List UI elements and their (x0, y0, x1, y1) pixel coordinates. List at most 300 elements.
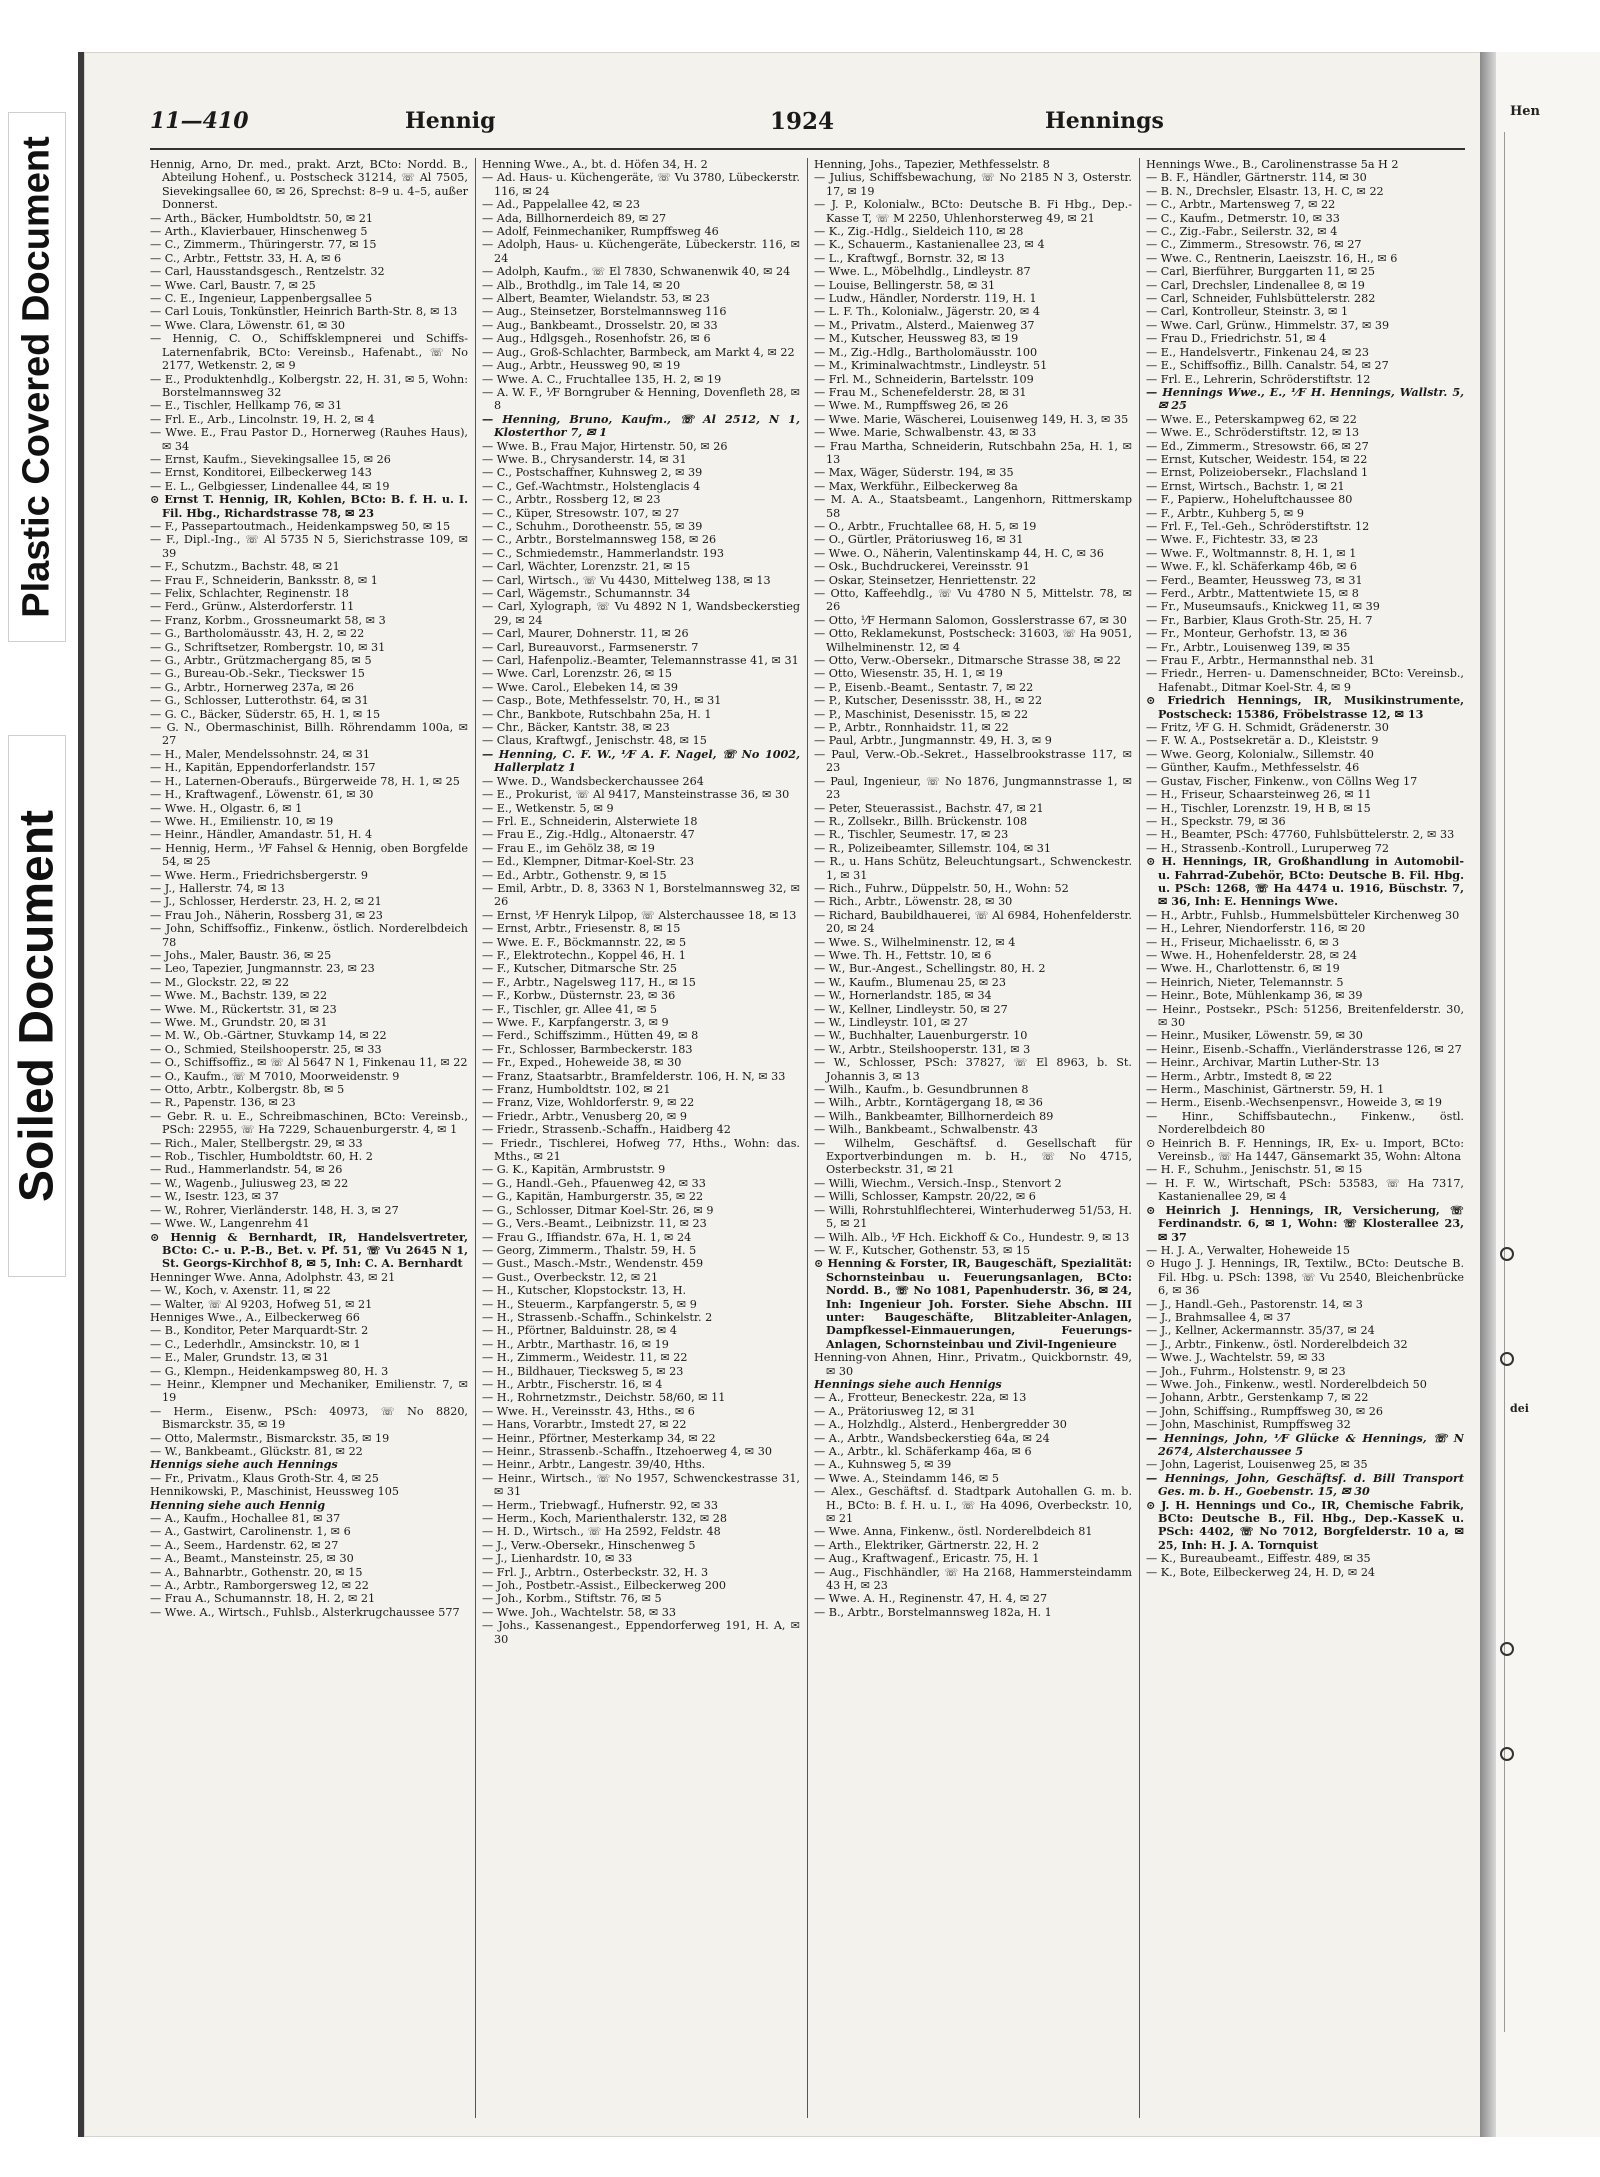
directory-entry: — Ed., Zimmerm., Stresowstr. 66, ✉ 27 (1146, 439, 1369, 453)
directory-entry: — Fr., Privatm., Klaus Groth-Str. 4, ✉ 25 (150, 1471, 379, 1485)
directory-entry: — A., Holzhdlg., Alsterd., Henbergredder 30 (814, 1418, 1067, 1432)
bullet-icon (1500, 1747, 1514, 1761)
directory-entry: — W., Buchhalter, Lauenburgerstr. 10 (814, 1029, 1028, 1043)
directory-entry: — A., Arbtr., Wandsbeckerstieg 64a, ✉ 24 (814, 1431, 1050, 1445)
directory-entry: — Frl. J., Arbtrn., Osterbeckstr. 32, H. 3 (482, 1565, 709, 1579)
directory-entry: — Wwe. Carol., Elebeken 14, ✉ 39 (482, 680, 678, 694)
directory-entry: Henning siehe auch Hennig (150, 1497, 326, 1512)
directory-entry: — E., Produktenhdlg., Kolbergstr. 22, H. 31, ✉ 5, Wohn: Borstelmannsweg 32 (150, 372, 468, 399)
directory-entry: — A., Arbtr., kl. Schäferkamp 46a, ✉ 6 (814, 1445, 1032, 1458)
directory-entry: — J., Handl.-Geh., Pastorenstr. 14, ✉ 3 (1146, 1297, 1363, 1311)
directory-entry: — J., Schlosser, Herderstr. 23, H. 2, ✉ 21 (150, 895, 382, 909)
directory-entry: — Wwe. L., Möbelhdlg., Lindleystr. 87 (814, 265, 1031, 279)
directory-entry: — H., Zimmerm., Weidestr. 11, ✉ 22 (482, 1351, 688, 1365)
directory-entry: — Wwe. Joh., Wachtelstr. 58, ✉ 33 (482, 1605, 676, 1619)
directory-entry: — Wwe. C., Rentnerin, Laeiszstr. 16, H., ✉ 6 (1146, 251, 1398, 265)
directory-entry: — K., Bote, Eilbeckerweg 24, H. D, ✉ 24 (1146, 1565, 1376, 1579)
directory-entry: — B., Konditor, Peter Marquardt-Str. 2 (150, 1324, 369, 1338)
directory-entry: — C., Schuhm., Dorotheenstr. 55, ✉ 39 (482, 519, 703, 533)
directory-entry: — Rich., Arbtr., Löwenstr. 28, ✉ 30 (814, 895, 1013, 909)
directory-entry: — F., Arbtr., Kuhberg 5, ✉ 9 (1146, 506, 1304, 520)
directory-entry: — O., Kaufm., ☏ M 7010, Moorweidenstr. 9 (150, 1069, 400, 1083)
directory-entry: — Frau E., Zig.-Hdlg., Altonaerstr. 47 (482, 828, 695, 842)
directory-entry: — Otto, Wiesenstr. 35, H. 1, ✉ 19 (814, 667, 1003, 681)
directory-entry: — Wilh., Kaufm., b. Gesundbrunnen 8 (814, 1083, 1029, 1097)
directory-entry: — Gebr. R. u. E., Schreibmaschinen, BCto: Vereinsb., PSch: 22955, ☏ Ha 7229, Schauenburgerstr. 4, ✉ 1 (150, 1109, 468, 1137)
directory-entry: — Wwe. A. H., Reginenstr. 47, H. 4, ✉ 27 (814, 1592, 1048, 1606)
directory-entry: — G., Handl.-Geh., Pfauenweg 42, ✉ 33 (482, 1176, 706, 1190)
directory-entry: — Aug., Bankbeamt., Drosselstr. 20, ✉ 33 (482, 318, 718, 332)
directory-entry: — W., Arbtr., Steilshooperstr. 131, ✉ 3 (814, 1042, 1031, 1056)
directory-entry: — Franz, Vize, Wohldorferstr. 9, ✉ 22 (482, 1096, 695, 1110)
directory-column-3 (814, 158, 1132, 2118)
directory-entry: Hennikowski, P., Maschinist, Heussweg 105 (150, 1485, 399, 1499)
header-left-keyword: Hennig (405, 108, 496, 134)
directory-entry: — G., Klempn., Heidenkampsweg 80, H. 3 (150, 1364, 389, 1378)
directory-entry: — Henning, Bruno, Kaufm., ☏ Al 2512, N 1, Klosterthor 7, ✉ 1 (482, 411, 800, 440)
soiled-document-label (8, 735, 66, 1277)
directory-entry: — Aug., Arbtr., Heussweg 90, ✉ 19 (482, 359, 681, 373)
directory-entry: — Frau D., Friedrichstr. 51, ✉ 4 (1146, 332, 1327, 346)
directory-entry: — M., Zig.-Hdlg., Bartholomäusstr. 100 (814, 345, 1038, 359)
directory-entry: — Arth., Bäcker, Humboldtstr. 50, ✉ 21 (150, 211, 374, 225)
directory-entry: — O., Schiffsoffiz., ✉ ☏ Al 5647 N 1, Finkenau 11, ✉ 22 (150, 1056, 468, 1070)
directory-entry: — Heinr., Archivar, Martin Luther-Str. 13 (1146, 1056, 1380, 1070)
directory-entry: — Carl, Bureauvorst., Farmsenerstr. 7 (482, 640, 699, 654)
directory-entry: — K., Bureaubeamt., Eiffestr. 489, ✉ 35 (1146, 1552, 1371, 1566)
directory-entry: Hennigs siehe auch Hennings (150, 1457, 338, 1472)
directory-entry: — Wwe. Carl, Lorenzstr. 26, ✉ 15 (482, 667, 673, 681)
directory-entry: — G., Schlosser, Lutterothstr. 64, ✉ 31 (150, 694, 369, 708)
directory-entry: — Wwe. M., Rückertstr. 31, ✉ 23 (150, 1002, 337, 1016)
directory-entry: — E., Maler, Grundstr. 13, ✉ 31 (150, 1351, 329, 1365)
directory-entry: — Ed., Klempner, Ditmar-Koel-Str. 23 (482, 855, 694, 869)
directory-entry: — Carl, Wägemstr., Schumannstr. 34 (482, 587, 691, 600)
directory-entry: — K., Schauerm., Kastanienallee 23, ✉ 4 (814, 238, 1045, 252)
page-header (150, 108, 1470, 142)
directory-entry: — J. P., Kolonialw., BCto: Deutsche B. Fi Hbg., Dep.-Kasse T, ☏ M 2250, Uhlenhorsterweg 49, ✉ 21 (814, 198, 1132, 225)
directory-entry: — W., Wagenb., Juliusweg 23, ✉ 22 (150, 1176, 349, 1190)
directory-entry: — Wilh., Arbtr., Korntägergang 18, ✉ 36 (814, 1096, 1043, 1110)
directory-entry: — H., Arbtr., Fuhlsb., Hummelsbütteler Kirchenweg 30 (1146, 908, 1460, 922)
directory-entry: — Frau M., Schenefelderstr. 28, ✉ 31 (814, 385, 1027, 399)
directory-entry: — M. A. A., Staatsbeamt., Langenhorn, Rittmerskamp 58 (814, 493, 1132, 520)
directory-entry: — G., Schriftsetzer, Rombergstr. 10, ✉ 31 (150, 640, 386, 654)
directory-entry: — H., Kapitän, Eppendorferlandstr. 157 (150, 761, 376, 775)
directory-entry: — W., Rohrer, Vierländerstr. 148, H. 3, ✉ 27 (150, 1203, 399, 1217)
directory-entry: — P., Eisenb.-Beamt., Sentastr. 7, ✉ 22 (814, 680, 1034, 694)
directory-entry: — John, Lagerist, Louisenweg 25, ✉ 35 (1146, 1458, 1368, 1472)
directory-entry: — Fr., Exped., Hoheweide 38, ✉ 30 (482, 1056, 682, 1070)
directory-entry: — Carl, Xylograph, ☏ Vu 4892 N 1, Wandsbeckerstieg 29, ✉ 24 (482, 600, 800, 627)
directory-entry: — Carl Louis, Tonkünstler, Heinrich Barth-Str. 8, ✉ 13 (150, 305, 458, 319)
directory-entry: — H., Arbtr., Marthastr. 16, ✉ 19 (482, 1337, 669, 1351)
directory-entry: — C. E., Ingenieur, Lappenbergsallee 5 (150, 292, 373, 306)
directory-entry: — Aug., Hdlgsgeh., Rosenhofstr. 26, ✉ 6 (482, 332, 711, 346)
directory-entry: — O., Gürtler, Prätoriusweg 16, ✉ 31 (814, 533, 1024, 547)
directory-entry: — Johs., Kassenangest., Eppendorferweg 191, H. A, ✉ 30 (482, 1619, 800, 1646)
directory-entry: — Aug., Steinsetzer, Borstelmannsweg 116 (482, 305, 727, 319)
directory-entry: — Willi, Wiechm., Versich.-Insp., Stenvort 2 (814, 1176, 1062, 1190)
directory-entry: — Fr., Monteur, Gerhofstr. 13, ✉ 36 (1146, 627, 1348, 641)
directory-entry: — Carl, Drechsler, Lindenallee 8, ✉ 19 (1146, 278, 1365, 292)
directory-entry: — A., Prätoriusweg 12, ✉ 31 (814, 1404, 976, 1418)
directory-entry: — Heinr., Arbtr., Langestr. 39/40, Hths. (482, 1458, 706, 1472)
next-page-fragment: dei (1510, 1402, 1529, 1415)
directory-entry: — Heinr., Musiker, Löwenstr. 59, ✉ 30 (1146, 1029, 1363, 1043)
directory-entry: — W., Koch, v. Axenstr. 11, ✉ 22 (150, 1284, 331, 1298)
header-rule (150, 148, 1465, 150)
directory-entry: — Wwe. Marie, Schwalbenstr. 43, ✉ 33 (814, 426, 1037, 440)
directory-entry: — Heinr., Eisenb.-Schaffn., Vierländerstrasse 126, ✉ 27 (1146, 1042, 1462, 1056)
directory-entry: — H., Speckstr. 79, ✉ 36 (1146, 814, 1286, 828)
directory-entry: — E. L., Gelbgiesser, Lindenallee 44, ✉ 19 (150, 479, 390, 493)
directory-entry: — Carl, Maurer, Dohnerstr. 11, ✉ 26 (482, 627, 689, 641)
directory-entry: — W., Kellner, Lindleystr. 50, ✉ 27 (814, 1002, 1008, 1016)
directory-entry: — Wwe. S., Wilhelminenstr. 12, ✉ 4 (814, 935, 1016, 949)
directory-entry: — H., Laternen-Oberaufs., Bürgerweide 78, H. 1, ✉ 25 (150, 774, 460, 788)
bullet-icon (1500, 1352, 1514, 1366)
directory-entry: — E., Wetkenstr. 5, ✉ 9 (482, 801, 614, 815)
directory-entry: — G., Arbtr., Hornerweg 237a, ✉ 26 (150, 680, 355, 694)
directory-entry: — F., Dipl.-Ing., ☏ Al 5735 N 5, Sierichstrasse 109, ✉ 39 (150, 533, 468, 560)
archive-strip (0, 0, 72, 2177)
directory-entry: — Hennig, C. O., Schiffsklempnerei und Schiffs-Laternenfabrik, BCto: Vereinsb., Hafenabt., ☏ No 2177, Wetkenstr. 2, ✉ 9 (150, 332, 468, 373)
directory-entry: — G. N., Obermaschinist, Billh. Röhrendamm 100a, ✉ 27 (150, 721, 468, 748)
directory-entry: — Osk., Buchdruckerei, Vereinsstr. 91 (814, 560, 1030, 574)
directory-entry: — Frau Joh., Näherin, Rossberg 31, ✉ 23 (150, 908, 383, 922)
directory-entry: Henning-von Ahnen, Hinr., Privatm., Quickbornstr. 49, ✉ 30 (814, 1351, 1132, 1378)
directory-entry: — K., Zig.-Hdlg., Sieldeich 110, ✉ 28 (814, 225, 1024, 239)
directory-entry: — M., Kriminalwachtmstr., Lindleystr. 51 (814, 359, 1048, 373)
directory-entry: — R., Papenstr. 136, ✉ 23 (150, 1096, 296, 1110)
directory-entry: — Joh., Korbm., Stiftstr. 76, ✉ 5 (482, 1592, 662, 1606)
directory-entry: — C., Zig.-Fabr., Seilerstr. 32, ✉ 4 (1146, 225, 1338, 239)
directory-entry: ⊙ Heinrich J. Hennings, IR, Versicherung, ☏ Ferdinandstr. 6, ✉ 1, Wohn: ☏ Klosterallee 23, ✉ 37 (1146, 1202, 1464, 1244)
directory-entry: ⊙ Hennig & Bernhardt, IR, Handelsvertreter, BCto: C.- u. P.-B., Bet. v. Pf. 51, ☏ Vu 2645 N 1, St. Georgs-Kirchhof 8, ✉ 5, Inh: C. A. Bernhardt (150, 1229, 468, 1271)
directory-entry: — Herm., Maschinist, Gärtnerstr. 59, H. 1 (1146, 1083, 1385, 1097)
directory-entry: — Frau A., Schumannstr. 18, H. 2, ✉ 21 (150, 1592, 376, 1606)
directory-entry: ⊙ H. Hennings, IR, Großhandlung in Automobil- u. Fahrrad-Zubehör, BCto: Deutsche B. Fil. Hbg. u. PSch: 1268, ☏ Ha 4474 u. 1916, Büschstr. 7, ✉ 36, Inh: E. Hennings Wwe. (1146, 854, 1464, 909)
directory-entry: — Hennings, John, ⅟F Glücke & Hennings, ☏ N 2674, Alsterchaussee 5 (1146, 1430, 1464, 1458)
directory-entry: — R., Zollsekr., Billh. Brückenstr. 108 (814, 814, 1028, 828)
directory-entry: — Hans, Vorarbtr., Imstedt 27, ✉ 22 (482, 1418, 687, 1432)
directory-entry: — Frau G., Iffiandstr. 67a, H. 1, ✉ 24 (482, 1230, 692, 1244)
directory-entry: — Wwe. Georg, Kolonialw., Sillemstr. 40 (1146, 747, 1374, 761)
directory-entry: — Frl. M., Schneiderin, Bartelsstr. 109 (814, 372, 1034, 386)
directory-entry: — W., Lindleystr. 101, ✉ 27 (814, 1016, 968, 1029)
directory-entry: — Ferd., Arbtr., Mattentwiete 15, ✉ 8 (1146, 587, 1359, 600)
directory-entry: — Aug., Fischhändler, ☏ Ha 2168, Hammersteindamm 43 H, ✉ 23 (814, 1565, 1132, 1593)
directory-entry: — John, Schiffsoffiz., Finkenw., östlich. Norderelbdeich 78 (150, 922, 468, 949)
directory-entry: — Carl, Hausstandsgesch., Rentzelstr. 32 (150, 265, 385, 279)
directory-entry: — C., Arbtr., Borstelmannsweg 158, ✉ 26 (482, 533, 717, 547)
directory-entry: — Ferd., Grünw., Alsterdorferstr. 11 (150, 600, 355, 614)
directory-entry: — Paul, Ingenieur, ☏ No 1876, Jungmannstrasse 1, ✉ 23 (814, 774, 1132, 802)
directory-entry: — M. W., Ob.-Gärtner, Stuvkamp 14, ✉ 22 (150, 1029, 387, 1043)
directory-entry: — Fr., Museumsaufs., Knickweg 11, ✉ 39 (1146, 600, 1380, 614)
directory-entry: — Wwe. F., Karpfangerstr. 3, ✉ 9 (482, 1016, 669, 1029)
directory-entry: — J., Arbtr., Finkenw., östl. Norderelbdeich 32 (1146, 1337, 1408, 1351)
header-year: 1924 (770, 108, 835, 135)
directory-entry: — B. N., Drechsler, Elsastr. 13, H. C, ✉ 22 (1146, 184, 1384, 198)
directory-entry: — F., Kutscher, Ditmarsche Str. 25 (482, 962, 677, 976)
directory-entry: — Johs., Maler, Baustr. 36, ✉ 25 (150, 948, 332, 962)
directory-entry: — H., Strassenb.-Kontroll., Luruperweg 72 (1146, 841, 1390, 855)
directory-entry: — Fr., Arbtr., Louisenweg 139, ✉ 35 (1146, 640, 1351, 654)
directory-entry: Henniges Wwe., A., Eilbeckerweg 66 (150, 1310, 360, 1324)
directory-entry: — Alex., Geschäftsf. d. Stadtpark Autohallen G. m. b. H., BCto: B. f. H. u. I., ☏ Ha 4096, Overbeckstr. 10, ✉ 21 (814, 1485, 1132, 1526)
directory-entry: — P., Kutscher, Desenissstr. 38, H., ✉ 22 (814, 694, 1043, 708)
directory-entry: — A., Kuhnsweg 5, ✉ 39 (814, 1458, 952, 1472)
directory-entry: — Wilh. Alb., ⅟F Hch. Eickhoff & Co., Hundestr. 9, ✉ 13 (814, 1230, 1130, 1244)
directory-entry: — Ernst, Polizeiobersekr., Flachsland 1 (1146, 466, 1369, 480)
directory-entry: — F., Passepartoutmach., Heidenkampsweg 50, ✉ 15 (150, 519, 451, 533)
directory-entry: — Otto, Malermstr., Bismarckstr. 35, ✉ 19 (150, 1431, 390, 1445)
directory-entry: — Wwe. O., Näherin, Valentinskamp 44, H. C, ✉ 36 (814, 546, 1104, 560)
directory-entry: — C., Lederhdlr., Amsinckstr. 10, ✉ 1 (150, 1337, 361, 1351)
directory-column-2 (482, 158, 800, 2118)
directory-entry: — A., Kaufm., Hochallee 81, ✉ 37 (150, 1512, 341, 1526)
directory-entry: — J., Hallerstr. 74, ✉ 13 (150, 881, 285, 895)
directory-entry: — Wwe. H., Hohenfelderstr. 28, ✉ 24 (1146, 948, 1357, 962)
directory-entry: — Chr., Bäcker, Kantstr. 38, ✉ 23 (482, 721, 670, 735)
directory-entry: — J., Kellner, Ackermannstr. 35/37, ✉ 24 (1146, 1324, 1375, 1338)
directory-entry: — Wwe. M., Grundstr. 20, ✉ 31 (150, 1016, 328, 1029)
directory-entry: — M., Kutscher, Heussweg 83, ✉ 19 (814, 332, 1019, 346)
directory-entry: — G., Bureau-Ob.-Sekr., Tieckswег 15 (150, 667, 365, 681)
directory-entry: — Wwe. H., Charlottenstr. 6, ✉ 19 (1146, 962, 1340, 976)
directory-entry: — H., Friseur, Michaelisstr. 6, ✉ 3 (1146, 935, 1340, 949)
directory-entry: — Paul, Verw.-Ob.-Sekret., Hasselbrookstrasse 117, ✉ 23 (814, 747, 1132, 775)
directory-entry: — A., Arbtr., Ramborgersweg 12, ✉ 22 (150, 1579, 369, 1593)
directory-entry: Hennig, Arno, Dr. med., prakt. Arzt, BCto: Nordd. B., Abteilung Hohenf., u. Postscheck 31214, ☏ Al 7505, Sievekingsallee 60, ✉ 26, Sprechst: 8–9 u. 4–5, außer Donnerst. (150, 158, 468, 212)
directory-entry: — Alb., Brothdlg., im Tale 14, ✉ 20 (482, 278, 681, 292)
directory-entry: — Franz, Staatsarbtr., Bramfelderstr. 106, H. N, ✉ 33 (482, 1069, 786, 1083)
directory-entry: — W., Bankbeamt., Glückstr. 81, ✉ 22 (150, 1445, 363, 1458)
directory-entry: — A., Gastwirt, Carolinenstr. 1, ✉ 6 (150, 1525, 351, 1539)
directory-entry: — B. F., Händler, Gärtnerstr. 114, ✉ 30 (1146, 171, 1367, 185)
directory-entry: — Hennings Wwe., E., ⅟F H. Hennings, Wallstr. 5, ✉ 25 (1146, 384, 1464, 413)
directory-entry: — Wwe. H., Emilienstr. 10, ✉ 19 (150, 814, 334, 828)
directory-entry: — Paul, Arbtr., Jungmannstr. 49, H. 3, ✉ 9 (814, 734, 1052, 748)
directory-entry: — H., Rohrnetzmstr., Deichstr. 58/60, ✉ 11 (482, 1391, 726, 1405)
directory-entry: — Julius, Schiffsbewachung, ☏ No 2185 N 3, Osterstr. 17, ✉ 19 (814, 171, 1132, 198)
directory-entry: ⊙ Ernst T. Hennig, IR, Kohlen, BCto: B. f. H. u. I. Fil. Hbg., Richardstrasse 78, ✉ 23 (150, 492, 468, 520)
directory-entry: — Otto, Verw.-Obersekr., Ditmarsche Strasse 38, ✉ 22 (814, 654, 1121, 668)
directory-entry: — E., Tischler, Hellkamp 76, ✉ 31 (150, 399, 343, 413)
directory-entry: — Wwe. Carl, Grünw., Himmelstr. 37, ✉ 39 (1146, 318, 1390, 332)
next-page-header: Hen (1510, 104, 1541, 119)
directory-entry: — Wwe. A., Wirtsch., Fuhlsb., Alsterkrugchaussee 577 (150, 1605, 460, 1619)
directory-entry: — Rud., Hammerlandstr. 54, ✉ 26 (150, 1163, 343, 1177)
directory-entry: — Heinr., Bote, Mühlenkamp 36, ✉ 39 (1146, 989, 1363, 1003)
directory-entry: — W., Isestr. 123, ✉ 37 (150, 1190, 279, 1204)
directory-entry: Henning Wwe., A., bt. d. Höfen 34, H. 2 (482, 158, 708, 171)
next-page-edge (1496, 52, 1600, 2137)
directory-entry: — Friedr., Strassenb.-Schaffn., Haidberg 42 (482, 1123, 731, 1137)
directory-entry: — Heinr., Pförtner, Mesterkamp 34, ✉ 22 (482, 1431, 716, 1445)
directory-entry: — Ernst, Wirtsch., Bachstr. 1, ✉ 21 (1146, 479, 1345, 493)
directory-entry: — Adolph, Kaufm., ☏ El 7830, Schwanenwik 40, ✉ 24 (482, 265, 791, 279)
directory-entry: — Carl, Wächter, Lorenzstr. 21, ✉ 15 (482, 560, 691, 574)
directory-entry: — Fr., Barbier, Klaus Groth-Str. 25, H. 7 (1146, 613, 1373, 627)
directory-entry: — Herm., Arbtr., Imstedt 8, ✉ 22 (1146, 1069, 1333, 1083)
directory-entry: — Frl. E., Schneiderin, Alsterwiete 18 (482, 814, 698, 828)
directory-entry: — C., Gef.-Wachtmstr., Holstenglacis 4 (482, 479, 701, 493)
directory-entry: — C., Kaufm., Detmerstr. 10, ✉ 33 (1146, 211, 1340, 225)
directory-entry: — F., Korbw., Düsternstr. 23, ✉ 36 (482, 989, 676, 1003)
directory-entry: — A., Bahnarbtr., Gothenstr. 20, ✉ 15 (150, 1565, 363, 1579)
directory-entry: — Ernst, ⅟F Henryk Lilpop, ☏ Alsterchaussee 18, ✉ 13 (482, 908, 797, 922)
directory-entry: — Georg, Zimmerm., Thalstr. 59, H. 5 (482, 1243, 697, 1257)
directory-entry: — H., Bildhauer, Tiecksweg 5, ✉ 23 (482, 1364, 684, 1378)
directory-entry: — Louise, Bellingerstr. 58, ✉ 31 (814, 278, 996, 292)
directory-entry: — P., Maschinist, Desenisstr. 15, ✉ 22 (814, 707, 1029, 721)
directory-entry: — H., Beamter, PSch: 47760, Fuhlsbüttelerstr. 2, ✉ 33 (1146, 828, 1455, 842)
directory-entry: — Ferd., Schiffszimm., Hütten 49, ✉ 8 (482, 1029, 699, 1043)
directory-columns (150, 158, 1468, 2118)
directory-entry: — C., Schmiedemstr., Hammerlandstr. 193 (482, 546, 724, 560)
directory-entry: — Rich., Maler, Stellbergstr. 29, ✉ 33 (150, 1136, 363, 1150)
directory-entry: — H., Lehrer, Niendorferstr. 116, ✉ 20 (1146, 922, 1366, 936)
directory-entry: — Carl, Bierführer, Burggarten 11, ✉ 25 (1146, 265, 1376, 279)
directory-entry: — Adolph, Haus- u. Küchengeräte, Lübeckerstr. 116, ✉ 24 (482, 238, 800, 265)
directory-entry: — Frau Martha, Schneiderin, Rutschbahn 25a, H. 1, ✉ 13 (814, 439, 1132, 466)
directory-entry: — J., Lienhardstr. 10, ✉ 33 (482, 1552, 633, 1566)
directory-entry: — A., Beamt., Mansteinstr. 25, ✉ 30 (150, 1552, 354, 1566)
directory-entry: — C., Postschaffner, Kuhnsweg 2, ✉ 39 (482, 466, 703, 480)
directory-entry: — Wwe. F., Woltmannstr. 8, H. 1, ✉ 1 (1146, 546, 1357, 560)
directory-entry: — Wwe. Th. H., Fettstr. 10, ✉ 6 (814, 948, 992, 962)
directory-column-4 (1146, 158, 1464, 2118)
directory-entry: — Fritz, ⅟F G. H. Schmidt, Grädenerstr. 30 (1146, 721, 1389, 735)
directory-entry: — Rich., Fuhrw., Düppelstr. 50, H., Wohn: 52 (814, 881, 1069, 895)
directory-entry: — Peter, Steuerassist., Bachstr. 47, ✉ 21 (814, 801, 1044, 815)
directory-entry: — Wwe. E. F., Böckmannstr. 22, ✉ 5 (482, 935, 687, 949)
directory-entry: — Ad., Pappelallee 42, ✉ 23 (482, 198, 641, 212)
directory-entry: — Chr., Bankbote, Rutschbahn 25a, H. 1 (482, 707, 712, 721)
directory-entry: — Joh., Fuhrm., Holstenstr. 9, ✉ 23 (1146, 1364, 1346, 1378)
directory-entry: — Frau F., Arbtr., Hermannsthal neb. 31 (1146, 654, 1375, 668)
directory-entry: — Wwe. Marie, Wäscherei, Louisenweg 149, H. 3, ✉ 35 (814, 412, 1129, 426)
directory-entry: — Ferd., Beamter, Heussweg 73, ✉ 31 (1146, 573, 1363, 587)
directory-entry: — John, Maschinist, Rumpffsweg 32 (1146, 1418, 1351, 1432)
directory-entry: — Wwe. M., Bachstr. 139, ✉ 22 (150, 989, 328, 1003)
directory-entry: — Leo, Tapezier, Jungmannstr. 23, ✉ 23 (150, 962, 375, 976)
page-binding-edge (1480, 52, 1496, 2137)
directory-entry: Hennings siehe auch Hennigs (814, 1376, 1002, 1391)
directory-entry: ⊙ Hugo J. J. Hennings, IR, Textilw., BCto: Deutsche B. Fil. Hbg. u. PSch: 1398, ☏ Vu 2540, Bleichenbrücke 6, ✉ 36 (1146, 1257, 1464, 1298)
directory-entry: — H., Maler, Mendelssohnstr. 24, ✉ 31 (150, 747, 370, 761)
directory-entry: — W., Schlosser, PSch: 37827, ☏ El 8963, b. St. Johannis 3, ✉ 13 (814, 1056, 1132, 1083)
directory-entry: — Ernst, Kaufm., Sievekingsallee 15, ✉ 26 (150, 452, 391, 466)
directory-entry: — H., Arbtr., Fischerstr. 16, ✉ 4 (482, 1377, 663, 1391)
bullet-icon (1500, 1247, 1514, 1261)
directory-entry: — Ludw., Händler, Norderstr. 119, H. 1 (814, 292, 1037, 306)
directory-entry: — Carl, Wirtsch., ☏ Vu 4430, Mittelweg 138, ✉ 13 (482, 573, 771, 587)
directory-entry: — M., Glockstr. 22, ✉ 22 (150, 975, 290, 989)
directory-entry: — Adolf, Feinmechaniker, Rumpffsweg 46 (482, 225, 719, 239)
directory-entry: — C., Zimmerm., Thüringerstr. 77, ✉ 15 (150, 238, 377, 252)
directory-entry: — Casp., Bote, Methfesselstr. 70, H., ✉ 31 (482, 694, 722, 708)
directory-entry: — Albert, Beamter, Wielandstr. 53, ✉ 23 (482, 292, 710, 306)
plastic-covered-text: Plastic Covered Document (15, 136, 58, 618)
directory-entry: — Wwe. H., Olgastr. 6, ✉ 1 (150, 801, 303, 815)
directory-entry: — Wwe. A. C., Fruchtallee 135, H. 2, ✉ 19 (482, 372, 722, 386)
directory-entry: — Wwe. F., Fichtestr. 33, ✉ 23 (1146, 533, 1319, 547)
directory-entry: — Wwe. F., kl. Schäferkamp 46b, ✉ 6 (1146, 560, 1357, 574)
directory-entry: — Willi, Rohrstuhlflechterei, Winterhuderweg 51/53, H. 5, ✉ 21 (814, 1203, 1132, 1231)
directory-entry: — Wwe. Anna, Finkenw., östl. Norderelbdeich 81 (814, 1525, 1093, 1539)
directory-entry: — Ernst, Arbtr., Friesenstr. 8, ✉ 15 (482, 922, 681, 936)
directory-entry: — G., Vers.-Beamt., Leibnizstr. 11, ✉ 23 (482, 1217, 707, 1231)
directory-entry: — Aug., Kraftwagenf., Ericastr. 75, H. 1 (814, 1552, 1040, 1566)
directory-entry: — Franz, Korbm., Grossneumarkt 58, ✉ 3 (150, 613, 386, 627)
column-divider (807, 158, 808, 2118)
directory-entry: — F., Schutzm., Bachstr. 48, ✉ 21 (150, 560, 340, 574)
directory-entry: — R., Tischler, Seumestr. 17, ✉ 23 (814, 828, 1009, 842)
directory-entry: — Frau F., Schneiderin, Banksstr. 8, ✉ 1 (150, 573, 378, 587)
directory-entry: — Ad. Haus- u. Küchengeräte, ☏ Vu 3780, Lübeckerstr. 116, ✉ 24 (482, 171, 800, 198)
directory-entry: — Richard, Baubildhauerei, ☏ Al 6984, Hohenfelderstr. 20, ✉ 24 (814, 908, 1132, 936)
directory-entry: — Gust., Masch.-Mstr., Wendenstr. 459 (482, 1257, 704, 1271)
directory-entry: — Herm., Eisenb.-Wechsenpensvr., Howeide 3, ✉ 19 (1146, 1096, 1443, 1110)
directory-entry: — Hennig, Herm., ⅟F Fahsel & Hennig, oben Borgfelde 54, ✉ 25 (150, 841, 468, 869)
directory-entry: — Felix, Schlachter, Reginenstr. 18 (150, 587, 349, 600)
directory-entry: — F. W. A., Postsekretär a. D., Kleiststr. 9 (1146, 734, 1379, 748)
directory-entry: Henning, Johs., Tapezier, Methfesselstr. 8 (814, 158, 1050, 171)
directory-entry: — G., Bartholomäusstr. 43, H. 2, ✉ 22 (150, 627, 365, 641)
page-reference: 11—410 (150, 108, 249, 134)
directory-entry: — H. J. A., Verwalter, Hoheweide 15 (1146, 1243, 1350, 1257)
directory-entry: — A. W. F., ⅟F Borngruber & Henning, Dovenfleth 28, ✉ 8 (482, 385, 800, 413)
directory-entry: — O., Schmied, Steilshooperstr. 25, ✉ 33 (150, 1042, 382, 1056)
directory-entry: — Heinr., Wirtsch., ☏ No 1957, Schwenckestrasse 31, ✉ 31 (482, 1471, 800, 1499)
directory-entry: — H., Friseur, Schaarsteinweg 26, ✉ 11 (1146, 788, 1372, 802)
directory-entry: — C., Arbtr., Martensweg 7, ✉ 22 (1146, 198, 1336, 212)
directory-entry: — C., Küper, Stresowstr. 107, ✉ 27 (482, 506, 680, 520)
directory-entry: — Wwe. Joh., Finkenw., westl. Norderelbdeich 50 (1146, 1377, 1427, 1391)
directory-entry: — H., Pförtner, Balduinstr. 28, ✉ 4 (482, 1324, 677, 1338)
directory-entry: — Walter, ☏ Al 9203, Hofweg 51, ✉ 21 (150, 1297, 373, 1311)
directory-entry: — Heinr., Händler, Amandastr. 51, H. 4 (150, 828, 373, 842)
directory-entry: — Claus, Kraftwgf., Jenischstr. 48, ✉ 15 (482, 734, 707, 748)
directory-entry: — Friedr., Arbtr., Venusberg 20, ✉ 9 (482, 1109, 687, 1123)
bullet-icon (1500, 1642, 1514, 1656)
directory-entry: — Aug., Groß-Schlachter, Barmbeck, am Markt 4, ✉ 22 (482, 345, 795, 359)
directory-entry: — L., Kraftwgf., Bornstr. 32, ✉ 13 (814, 251, 1005, 265)
directory-entry: ⊙ J. H. Hennings und Co., IR, Chemische Fabrik, BCto: Deutsche B., Fil. Hbg., Dep.-KasseK u. PSch: 4402, ☏ No 7012, Borgfelderstr. 10 a, ✉ 25, Inh: H. J. A. Tornquist (1146, 1497, 1464, 1552)
directory-entry: — Frl. E., Lehrerin, Schröderstiftstr. 12 (1146, 372, 1371, 386)
directory-entry: — Herm., Eisenw., PSch: 40973, ☏ No 8820, Bismarckstr. 35, ✉ 19 (150, 1404, 468, 1432)
directory-entry: — Hinr., Schiffsbautechn., Finkenw., östl. Norderelbdeich 80 (1146, 1109, 1464, 1137)
directory-entry: — Carl, Hafenpoliz.-Beamter, Telemannstrasse 41, ✉ 31 (482, 654, 799, 668)
directory-entry: — H. F. W., Wirtschaft, PSch: 53583, ☏ Ha 7317, Kastanienallee 29, ✉ 4 (1146, 1176, 1464, 1204)
directory-entry: — H., Tischler, Lorenzstr. 19, H B, ✉ 15 (1146, 801, 1371, 815)
directory-entry: — C., Zimmerm., Stresowstr. 76, ✉ 27 (1146, 238, 1362, 252)
directory-entry: — H. F., Schuhm., Jenischstr. 51, ✉ 15 (1146, 1163, 1363, 1177)
directory-entry: — C., Arbtr., Fettstr. 33, H. A, ✉ 6 (150, 251, 342, 265)
directory-entry: — F., Tischler, gr. Allee 41, ✉ 5 (482, 1002, 657, 1016)
directory-entry: — Ada, Billhornerdeich 89, ✉ 27 (482, 211, 667, 225)
plastic-covered-label (8, 112, 66, 642)
directory-entry: — E., Prokurist, ☏ Al 9417, Mansteinstrasse 36, ✉ 30 (482, 788, 790, 802)
directory-entry: — G., Schlosser, Ditmar Koel-Str. 26, ✉ 9 (482, 1203, 714, 1217)
directory-entry: — E., Handelsvertr., Finkenau 24, ✉ 23 (1146, 345, 1369, 359)
directory-entry: — Friedr., Herren- u. Damenschneider, BCto: Vereinsb., Hafenabt., Ditmar Koel-Str. 4, ✉ 9 (1146, 667, 1464, 694)
directory-entry: — Wwe. D., Wandsbeckerchaussee 264 (482, 774, 704, 788)
